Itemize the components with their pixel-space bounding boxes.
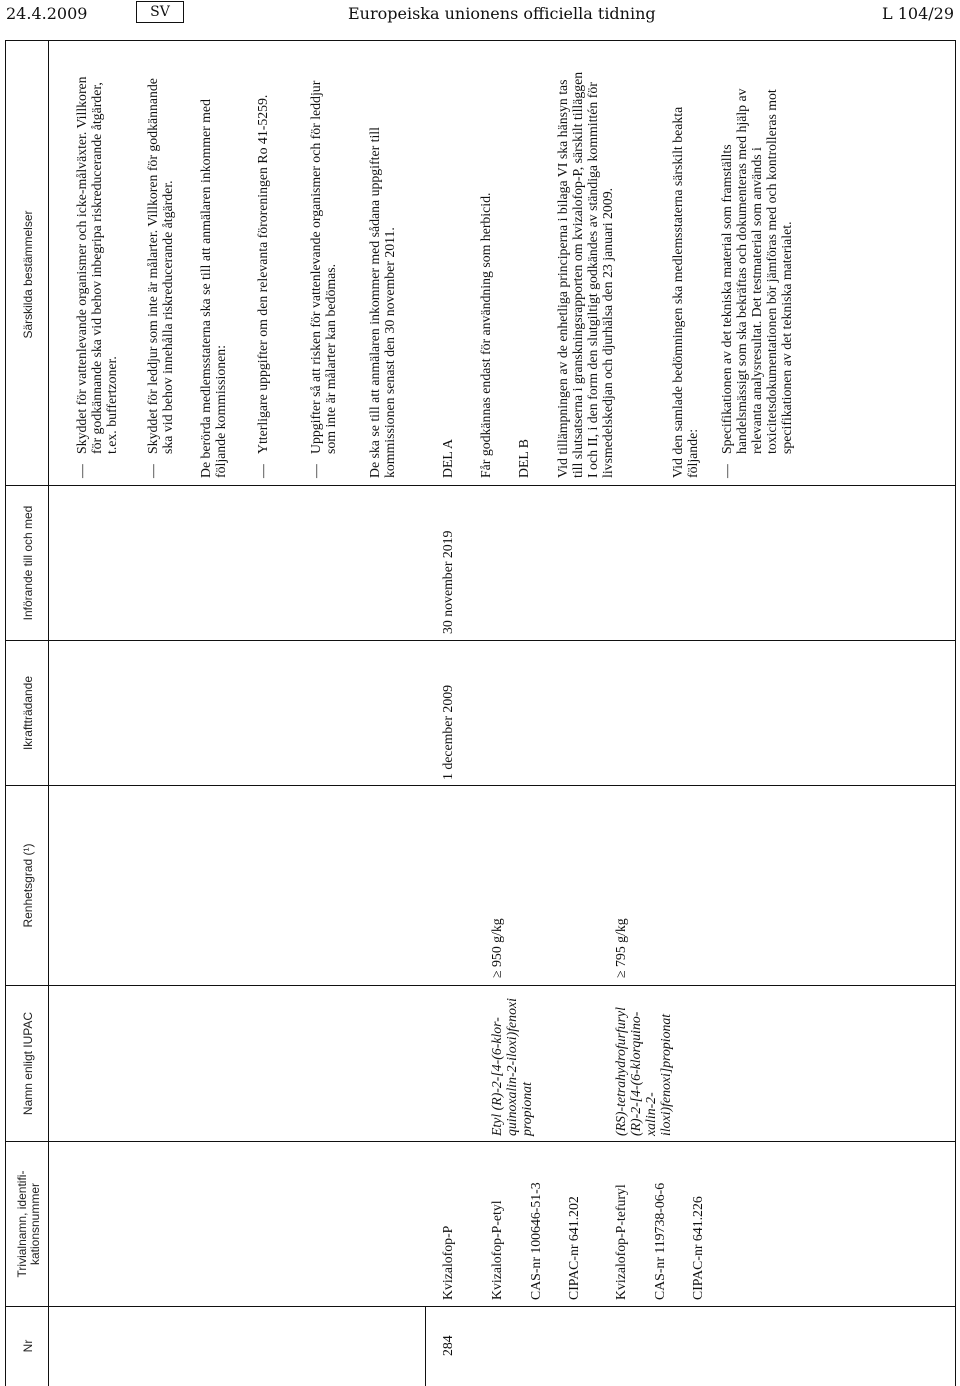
prev-bullet-1-dash: — <box>74 464 89 478</box>
prev-paragraph-1: De berörda medlemsstaterna ska se till att anmälaren inkommer med följande kommissionen: <box>198 99 228 478</box>
del-a-text: Får godkännas endast för användning som herbicid. <box>478 192 493 478</box>
prev-paragraph-2: De ska se till att anmälaren inkommer med sådana uppgifter till kommissionen senast den 30 november 2011. <box>367 127 397 478</box>
iupac-tefuryl: (RS)-tetrahydrofurfuryl (R)-2-[4-(6-klorquino-xalin-2-iloxi)fenoxi]propionat <box>613 1006 673 1136</box>
col-header-inclusion: Införande till och med <box>21 505 35 621</box>
prev-bullet-2-dash: — <box>145 464 160 478</box>
iupac-etyl: Etyl (R)-2-[4-(6-klor-quinoxalin-2-iloxi)fenoxi propionat <box>489 998 534 1136</box>
purity-etyl: ≥ 950 g/kg <box>489 918 504 978</box>
tefuryl-cipac: CIPAC-nr 641.226 <box>690 1196 705 1300</box>
prev-bullet-1: Skyddet för vattenlevande organismer och icke-målväxter. Villkoren för godkännande ska vid behov inbegripa riskreducerande åtgärder, t.ex. buffertzoner. <box>74 76 119 454</box>
header-page-number: L 104/29 <box>882 4 954 23</box>
prev-bullet-4-dash: — <box>308 464 323 478</box>
header-language-box: SV <box>136 1 184 23</box>
substance-name: Kvizalofop-P <box>440 1225 455 1300</box>
tefuryl-cas: CAS-nr 119738-06-6 <box>652 1182 667 1300</box>
del-b-heading: DEL B <box>516 439 531 478</box>
frame-left <box>5 40 6 1386</box>
prev-bullet-4: Uppgifter så att risken för vattenlevande organismer och för leddjur som inte är målarter kan bedömas. <box>308 80 338 454</box>
header-journal-title: Europeiska unionens officiella tidning <box>348 4 656 23</box>
col-header-iupac: Namn enligt IUPAC <box>21 1011 35 1116</box>
row-284-nr: 284 <box>440 1335 455 1356</box>
inclusion-date: 30 november 2019 <box>440 530 455 634</box>
etyl-cipac: CIPAC-nr 641.202 <box>566 1196 581 1300</box>
prev-bullet-3-dash: — <box>255 464 270 478</box>
spec-bullet-dash: — <box>719 464 734 478</box>
del-b-text: Vid tillämpningen av de enhetliga principerna i bilaga VI ska hänsyn tas till slutsatserna i granskningsrapporten om kvizalofop-P, särskilt tilläggen I och II, i den form den slutgiltigt godkändes av ständiga kommittén för livsmedelskedjan och djurhälsa den 23 januari 2009. <box>555 71 615 478</box>
page-header <box>0 0 960 30</box>
header-date: 24.4.2009 <box>6 4 88 23</box>
rule-top <box>5 40 955 41</box>
rotated-table <box>12 64 948 1386</box>
col-header-purity: Renhetsgrad (¹) <box>21 843 35 928</box>
etyl-name: Kvizalofop-P-etyl <box>489 1200 504 1300</box>
frame-right <box>955 40 956 1386</box>
del-a-heading: DEL A <box>440 439 455 478</box>
col-header-provisions: Särskilda bestämmelser <box>21 210 35 339</box>
col-header-entry-force: Ikraftträdande <box>21 675 35 751</box>
prev-bullet-2: Skyddet för leddjur som inte är målarter. Villkoren för godkännande ska vid behov innehålla riskreducerande åtgärder. <box>145 78 175 454</box>
col-header-nr: Nr <box>21 1339 35 1353</box>
assessment-intro: Vid den samlade bedömningen ska medlemsstaterna särskilt beakta följande: <box>670 106 700 478</box>
tefuryl-name: Kvizalofop-P-tefuryl <box>613 1184 628 1300</box>
entry-force-date: 1 december 2009 <box>440 684 455 780</box>
specification-text: Specifikationen av det tekniska material som framställts handelsmässigt som ska bekräftas och dokumenteras med hjälp av relevanta analysresultat. Det testmaterial som används i toxicitetsdokumentationen bör jämföras med och kontrolleras mot specifikationen av det tekniska materialet. <box>719 88 794 454</box>
col-header-trivial: Trivialnamn, identifi-kationsnummer <box>15 1170 42 1278</box>
etyl-cas: CAS-nr 100646-51-3 <box>528 1182 543 1300</box>
purity-tefuryl: ≥ 795 g/kg <box>613 918 628 978</box>
prev-bullet-3: Ytterligare uppgifter om den relevanta föroreningen Ro 41-5259. <box>255 94 270 454</box>
